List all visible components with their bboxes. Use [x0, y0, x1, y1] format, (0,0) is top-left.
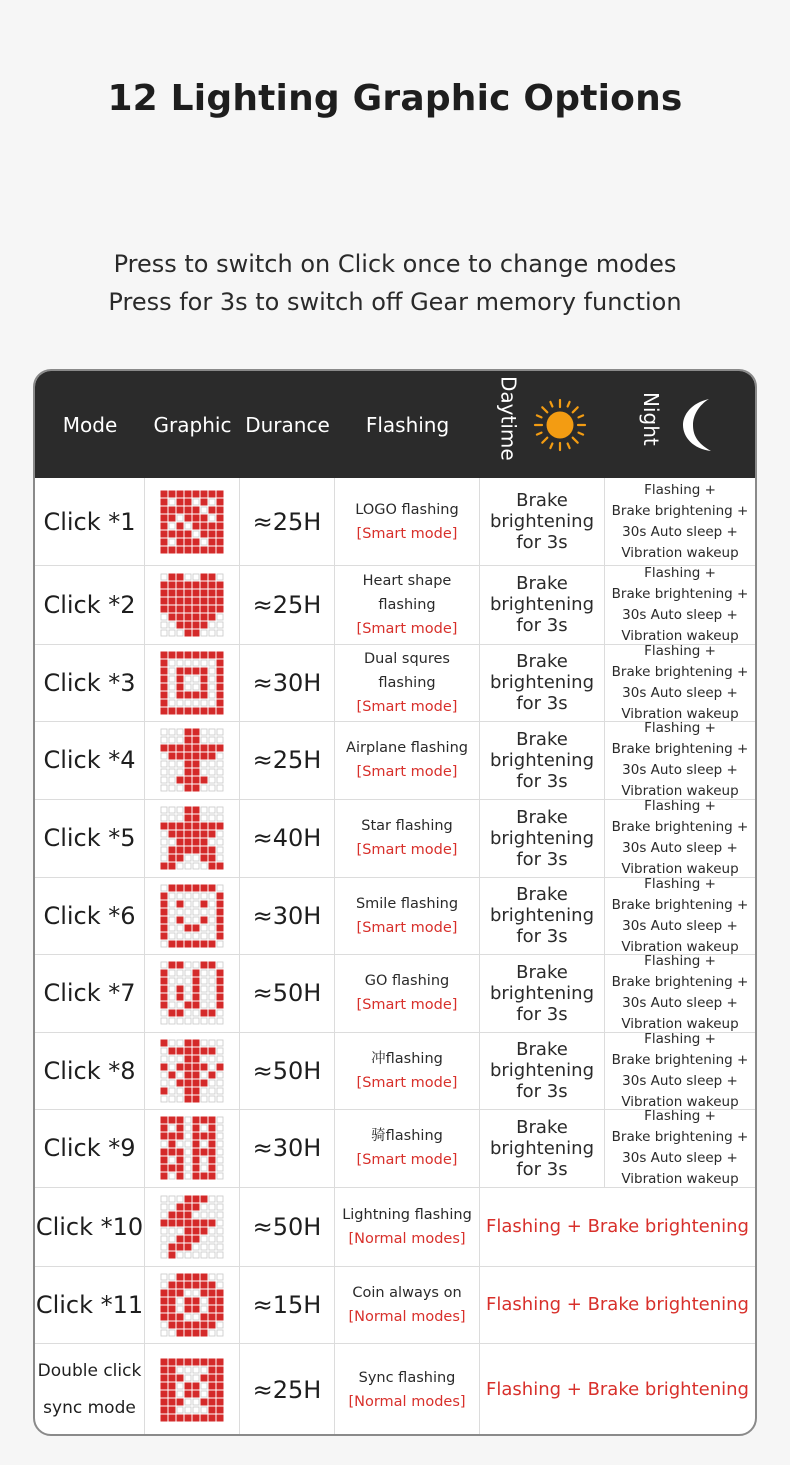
daytime-behavior: Brake brightening for 3s — [480, 644, 605, 721]
graphic-cell — [145, 565, 240, 644]
night-behavior: Flashing + Brake brightening + 30s Auto sleep + Vibration wakeup — [611, 564, 749, 644]
mode-label: Click *3 — [35, 644, 145, 721]
mode-tag: [Smart mode] — [356, 997, 458, 1013]
led-matrix-icon — [160, 806, 224, 870]
header-daytime-label: Daytime — [496, 376, 521, 461]
lighting-modes-table — [33, 369, 757, 1436]
table-row — [35, 644, 755, 722]
mode-tag: [Smart mode] — [356, 1074, 458, 1091]
durance-value: ≈50H — [240, 1032, 335, 1109]
daytime-behavior: Brake brightening for 3s — [480, 478, 605, 565]
flashing-label: Star flashing — [361, 818, 453, 834]
mode-label: Double click sync mode — [35, 1343, 145, 1436]
mode-tag: [Smart mode] — [356, 764, 458, 780]
subtitle-line-1: Press to switch on Click once to change modes — [113, 250, 677, 278]
flashing-label: Smile flashing — [355, 895, 459, 912]
daytime-behavior: Brake brightening for 3s — [480, 1032, 605, 1109]
flashing-cell — [335, 799, 480, 877]
graphic-cell — [145, 1109, 240, 1187]
led-matrix-icon — [160, 1195, 224, 1259]
mode-tag: [Smart mode] — [356, 919, 458, 936]
led-matrix-icon — [160, 1039, 224, 1103]
combined-behavior: Flashing + Brake brightening — [486, 1294, 749, 1315]
flashing-cell — [335, 877, 480, 954]
flashing-label: LOGO flashing — [355, 501, 459, 518]
mode-label: Click *1 — [35, 478, 145, 565]
flashing-cell — [335, 1266, 480, 1343]
header-night — [605, 371, 755, 478]
subtitle-line-2: Press for 3s to switch off Gear memory function — [108, 288, 682, 316]
led-matrix-icon — [160, 490, 224, 554]
combined-behavior: Flashing + Brake brightening — [486, 1379, 749, 1400]
mode-label: Click *8 — [35, 1032, 145, 1109]
flashing-cell — [335, 954, 480, 1032]
graphic-cell — [145, 1032, 240, 1109]
flashing-label: Airplane flashing — [346, 740, 468, 756]
header-graphic: Graphic — [153, 412, 232, 437]
led-matrix-icon — [160, 884, 224, 948]
graphic-cell — [145, 721, 240, 799]
graphic-cell — [145, 954, 240, 1032]
daytime-behavior: Brake brightening for 3s — [480, 877, 605, 954]
flashing-cell — [335, 478, 480, 565]
flashing-cell — [335, 1343, 480, 1436]
table-row — [35, 1187, 755, 1267]
mode-tag: [Smart mode] — [356, 698, 458, 715]
mode-tag: [Normal modes] — [348, 1308, 466, 1325]
mode-label: Click *6 — [35, 877, 145, 954]
graphic-cell — [145, 877, 240, 954]
table-row — [35, 565, 755, 645]
flashing-label: GO flashing — [364, 973, 450, 989]
daytime-behavior: Brake brightening for 3s — [480, 954, 605, 1032]
durance-value: ≈25H — [240, 478, 335, 565]
flashing-label: Heart shape flashing — [362, 572, 452, 613]
led-matrix-icon — [160, 573, 224, 637]
table-row — [35, 1032, 755, 1110]
mode-tag: [Normal modes] — [348, 1393, 466, 1410]
durance-value: ≈25H — [240, 565, 335, 644]
table-row — [35, 1266, 755, 1344]
flashing-label: Lightning flashing — [342, 1206, 472, 1223]
night-behavior: Flashing + Brake brightening + 30s Auto sleep + Vibration wakeup — [611, 720, 749, 799]
table-row — [35, 799, 755, 878]
durance-value: ≈40H — [240, 799, 335, 877]
graphic-cell — [145, 799, 240, 877]
flashing-label: 冲flashing — [371, 1050, 443, 1067]
night-behavior: Flashing + Brake brightening + 30s Auto sleep + Vibration wakeup — [611, 953, 749, 1032]
daytime-behavior: Brake brightening for 3s — [480, 799, 605, 877]
night-behavior: Flashing + Brake brightening + 30s Auto sleep + Vibration wakeup — [611, 481, 749, 561]
durance-value: ≈30H — [240, 1109, 335, 1187]
mode-tag: [Smart mode] — [356, 842, 458, 858]
table-row — [35, 877, 755, 955]
flashing-cell — [335, 1187, 480, 1266]
graphic-cell — [145, 1187, 240, 1266]
flashing-label: Coin always on — [352, 1284, 462, 1301]
daytime-behavior: Brake brightening for 3s — [480, 565, 605, 644]
flashing-cell — [335, 644, 480, 721]
flashing-label: Sync flashing — [358, 1369, 456, 1386]
graphic-cell — [145, 644, 240, 721]
header-durance: Durance — [245, 412, 330, 437]
mode-label: Click *5 — [35, 799, 145, 877]
flashing-cell — [335, 565, 480, 644]
flashing-label: 骑flashing — [371, 1128, 443, 1144]
durance-value: ≈25H — [240, 721, 335, 799]
moon-icon — [679, 397, 719, 453]
table-row — [35, 478, 755, 566]
header-daytime — [480, 371, 605, 478]
graphic-cell — [145, 478, 240, 565]
header-night-label: Night — [639, 391, 663, 446]
table-row — [35, 1343, 755, 1436]
durance-value: ≈50H — [240, 954, 335, 1032]
flashing-cell — [335, 1109, 480, 1187]
led-matrix-icon — [160, 1116, 224, 1180]
table-row — [35, 721, 755, 800]
daytime-behavior: Brake brightening for 3s — [480, 1109, 605, 1187]
night-behavior: Flashing + Brake brightening + 30s Auto sleep + Vibration wakeup — [611, 875, 749, 955]
sun-icon — [533, 398, 587, 452]
led-matrix-icon — [160, 961, 224, 1025]
mode-tag: [Smart mode] — [356, 525, 458, 542]
durance-value: ≈30H — [240, 877, 335, 954]
mode-tag: [Normal modes] — [348, 1230, 466, 1247]
mode-tag: [Smart mode] — [356, 1152, 458, 1168]
header-flashing: Flashing — [365, 412, 450, 437]
mode-label: Click *4 — [35, 721, 145, 799]
night-behavior: Flashing + Brake brightening + 30s Auto sleep + Vibration wakeup — [611, 798, 749, 877]
mode-label: Click *9 — [35, 1109, 145, 1187]
led-matrix-icon — [160, 651, 224, 715]
combined-behavior: Flashing + Brake brightening — [486, 1216, 749, 1237]
flashing-cell — [335, 721, 480, 799]
table-header — [35, 371, 755, 478]
night-behavior: Flashing + Brake brightening + 30s Auto sleep + Vibration wakeup — [611, 1030, 749, 1110]
durance-value: ≈15H — [240, 1266, 335, 1343]
table-row — [35, 1109, 755, 1188]
durance-value: ≈50H — [240, 1187, 335, 1266]
led-matrix-icon — [160, 728, 224, 792]
durance-value: ≈25H — [240, 1343, 335, 1436]
mode-label: Click *10 — [35, 1187, 145, 1266]
mode-tag: [Smart mode] — [356, 620, 458, 637]
mode-label: Click *11 — [35, 1266, 145, 1343]
header-mode: Mode — [62, 412, 118, 437]
graphic-cell — [145, 1343, 240, 1436]
mode-label: Click *2 — [35, 565, 145, 644]
page-title: 12 Lighting Graphic Options — [107, 78, 683, 119]
mode-label: Click *7 — [35, 954, 145, 1032]
flashing-cell — [335, 1032, 480, 1109]
table-row — [35, 954, 755, 1033]
night-behavior: Flashing + Brake brightening + 30s Auto sleep + Vibration wakeup — [611, 642, 749, 722]
flashing-label: Dual squres flashing — [364, 650, 450, 691]
durance-value: ≈30H — [240, 644, 335, 721]
led-matrix-icon — [160, 1273, 224, 1337]
graphic-cell — [145, 1266, 240, 1343]
led-matrix-icon — [160, 1358, 224, 1422]
daytime-behavior: Brake brightening for 3s — [480, 721, 605, 799]
night-behavior: Flashing + Brake brightening + 30s Auto sleep + Vibration wakeup — [611, 1108, 749, 1187]
